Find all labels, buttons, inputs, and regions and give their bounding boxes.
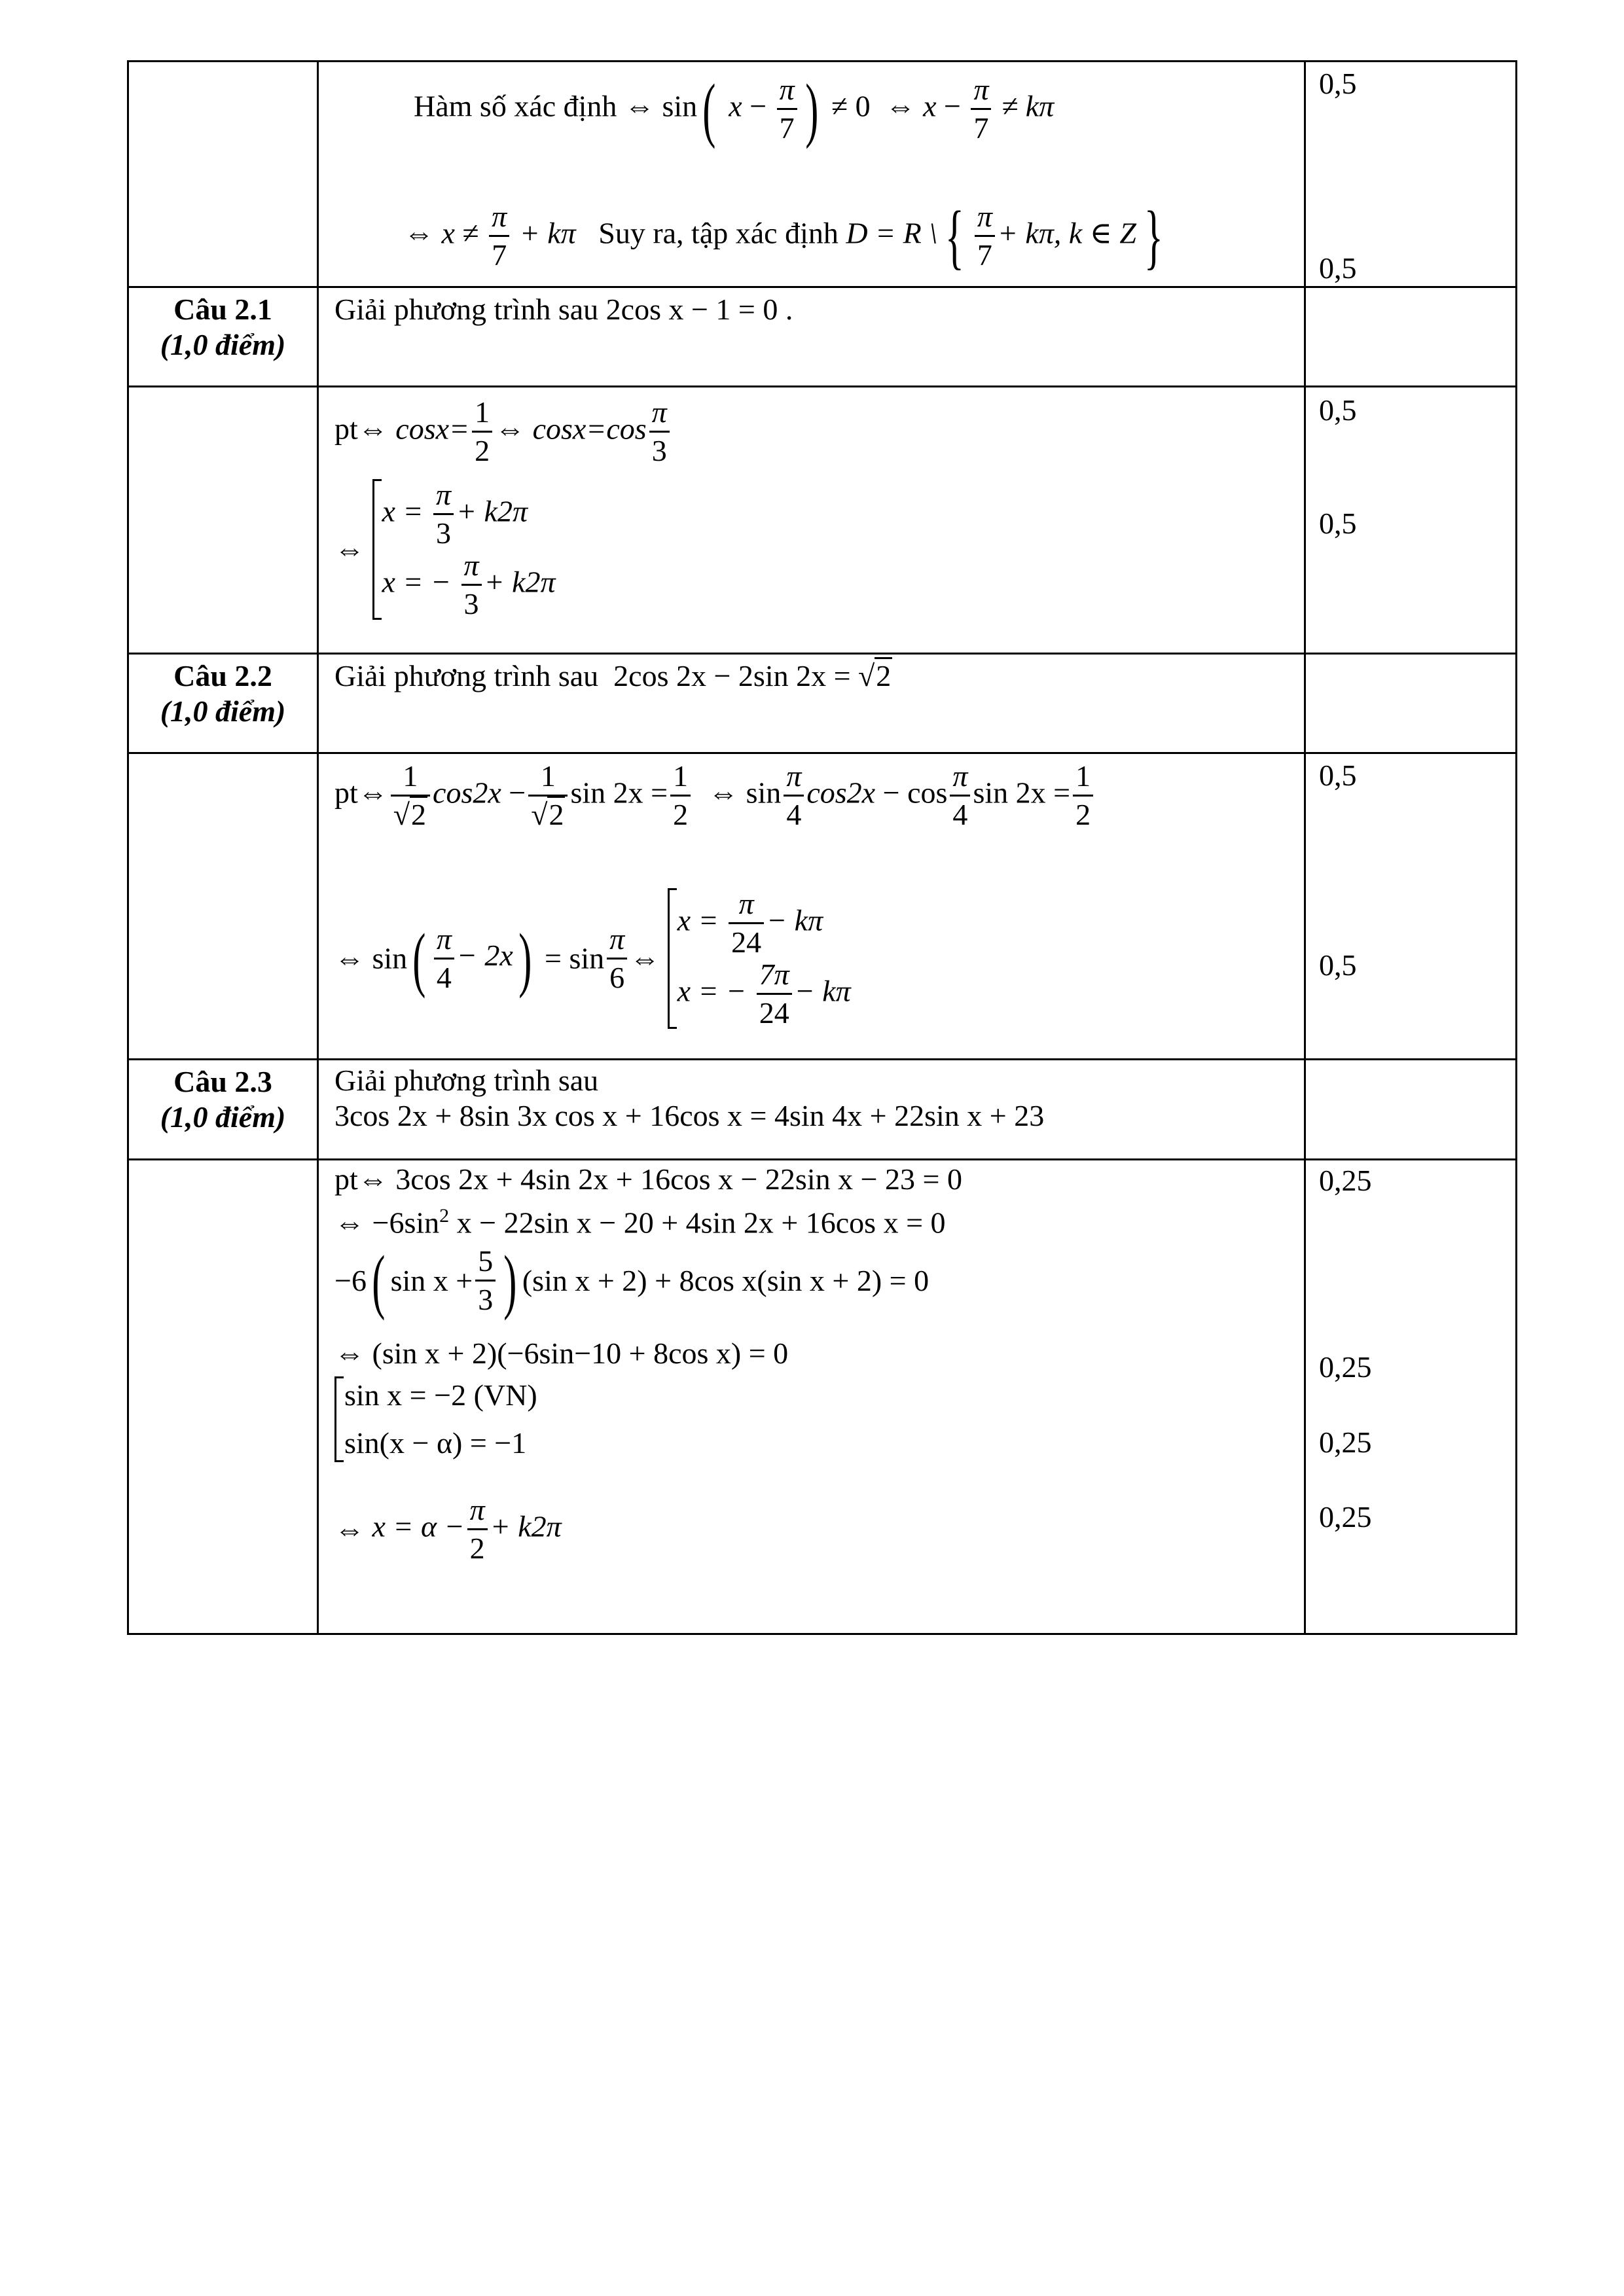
table-row <box>128 1060 1517 1160</box>
domain-line-1: Hàm số xác định ⇔ sin( x − $\frac{\pi}{7}$ ) ≠ 0 ⇔ x − $\frac{\pi}{7}$ ≠ kπ <box>414 69 1055 149</box>
score-cell <box>1305 654 1517 753</box>
question-text: Giải phương trình sau <box>334 1064 599 1097</box>
question-cell <box>318 1060 1305 1160</box>
table-row <box>128 753 1517 1060</box>
solution-line-6: ⇔ x = α − $\frac{\pi}{2}$ + k2π <box>334 1493 562 1566</box>
score: 0,25 <box>1319 1500 1372 1534</box>
solution-line-2: ⇔ x = $\frac{\pi}{3}$ + k2π x = − $\frac{\pi}{3}$ + k2π <box>334 478 556 620</box>
grading-table <box>127 60 1517 1635</box>
solution-cell <box>318 753 1305 1060</box>
solution-cell <box>318 387 1305 654</box>
score: 0,5 <box>1319 393 1357 427</box>
score-cell <box>1305 1060 1517 1160</box>
question-points: (1,0 điểm) <box>160 1100 286 1134</box>
score: 0,5 <box>1319 67 1357 100</box>
table-row <box>128 387 1517 654</box>
solution-line-1: pt⇔ 3cos 2x + 4sin 2x + 16cos x − 22sin x − 23 = 0 <box>334 1162 962 1196</box>
solution-line-5: sin x = −2 (VN) sin(x − α) = −1 <box>334 1376 537 1462</box>
label-cell <box>128 753 318 1060</box>
domain-line-2: ⇔ x ≠ $\frac{\pi}{7}$ + kπ Suy ra, tập xác định D = R \ { $\frac{\pi}{7}$ + kπ, k ∈ Z } <box>404 196 1163 276</box>
question-text: Giải phương trình sau 2cos 2x − 2sin 2x = √2 <box>334 661 892 691</box>
solution-line-2: ⇔ $-6\sin^2$ x − 22sin x − 20 + 4sin 2x + 16cos x = 0 <box>334 1205 946 1240</box>
question-label-cell <box>128 287 318 387</box>
score-cell <box>1305 387 1517 654</box>
table-row <box>128 287 1517 387</box>
label-cell <box>128 387 318 654</box>
score: 0,25 <box>1319 1350 1372 1384</box>
question-cell <box>318 287 1305 387</box>
score: 0,5 <box>1319 507 1357 540</box>
question-number: Câu 2.3 <box>173 1065 272 1098</box>
table-row <box>128 654 1517 753</box>
score-cell <box>1305 287 1517 387</box>
solution-line-1: pt⇔ $\frac{1}{√2}$ cos2x − $\frac{1}{√2}$ sin 2x = $\frac{1}{2}$ ⇔ sin $\frac{\pi}{4}$ cos2x − cos $\frac{\pi}{4}$ sin 2x = $\frac{1}{2}$ <box>334 761 1096 831</box>
solution-line-2: ⇔ sin( $\frac{\pi}{4}$ − 2x) = sin $\frac{\pi}{6}$ ⇔ x = $\frac{\pi}{24}$ − kπ x = − $\frac{7\pi}{24}$ − kπ <box>334 887 851 1030</box>
question-text: Giải phương trình sau 2cos x − 1 = 0 . <box>334 293 793 326</box>
score-cell <box>1305 753 1517 1060</box>
table-row <box>128 1160 1517 1634</box>
solution-line-4: ⇔ (sin x + 2)(−6sin−10 + 8cos x) = 0 <box>334 1336 789 1370</box>
label-cell <box>128 1160 318 1634</box>
solution-line-1: pt⇔ cosx= $\frac{1}{2}$ ⇔ cosx=cos $\frac{\pi}{3}$ <box>334 397 672 467</box>
question-points: (1,0 điểm) <box>160 694 286 728</box>
score: 0,5 <box>1319 251 1357 285</box>
solution-cell <box>318 1160 1305 1634</box>
table-row <box>128 62 1517 287</box>
score-cell <box>1305 62 1517 287</box>
score: 0,5 <box>1319 759 1357 792</box>
question-label-cell <box>128 1060 318 1160</box>
question-cell <box>318 654 1305 753</box>
question-number: Câu 2.1 <box>173 293 272 326</box>
label-cell <box>128 62 318 287</box>
score-cell <box>1305 1160 1517 1634</box>
question-label-cell <box>128 654 318 753</box>
solution-cell <box>318 62 1305 287</box>
score: 0,5 <box>1319 948 1357 982</box>
solution-line-3: −6( sin x + $\frac{5}{3}$ ) (sin x + 2) + 8cos x(sin x + 2) = 0 <box>334 1240 929 1321</box>
score: 0,25 <box>1319 1426 1372 1459</box>
question-points: (1,0 điểm) <box>160 328 286 361</box>
question-number: Câu 2.2 <box>173 659 272 692</box>
score: 0,25 <box>1319 1164 1372 1197</box>
question-equation: 3cos 2x + 8sin 3x cos x + 16cos x = 4sin 4x + 22sin x + 23 <box>334 1099 1045 1132</box>
